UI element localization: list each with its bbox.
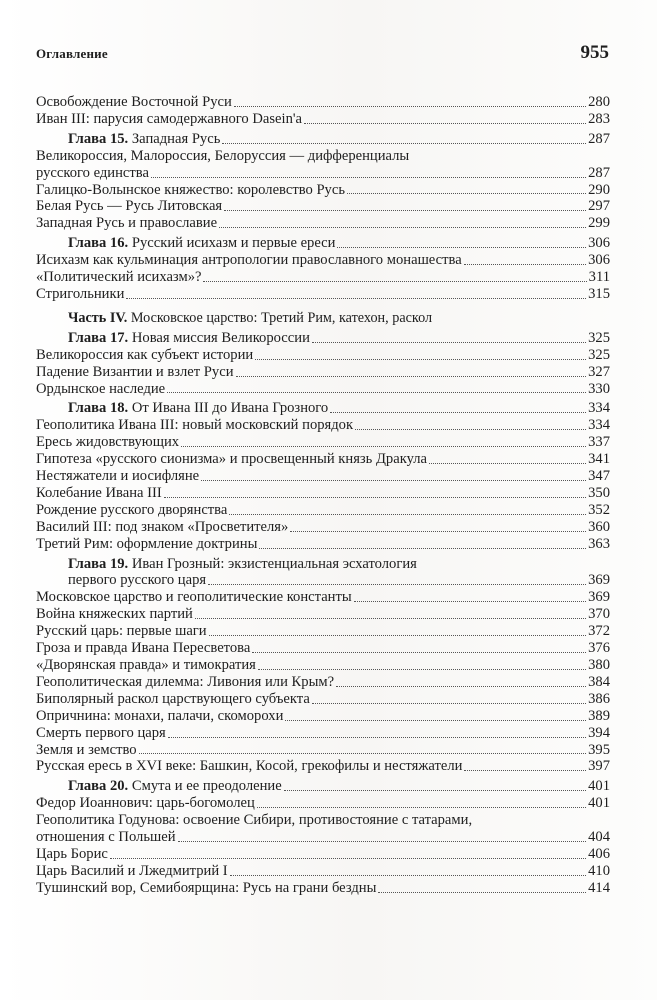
chapter-heading [36, 400, 610, 417]
toc-entry-title: Федор Иоаннович: царь-богомолец [36, 795, 255, 812]
toc-entry-title: Рождение русского дворянства [36, 501, 228, 518]
toc-entry-page: 352 [588, 501, 610, 518]
toc-entry-title: Русский царь: первые шаги [36, 623, 207, 640]
running-head: Оглавление [36, 46, 108, 61]
toc-entry-page: 306 [588, 252, 610, 269]
chapter-label: Глава 19. [68, 555, 129, 572]
toc-entry [36, 347, 610, 364]
leader-dots [312, 342, 586, 343]
toc-entry-title: Ересь жидовствующих [36, 434, 180, 451]
leader-dots [195, 618, 586, 619]
toc-entry-page: 414 [588, 879, 610, 896]
table-of-contents [36, 94, 610, 897]
toc-entry-page: 341 [588, 451, 610, 468]
toc-entry-title: Земля и земство [36, 741, 137, 758]
toc-entry-title: Нестяжатели и иосифляне [36, 468, 200, 485]
part-label: Часть IV. [68, 309, 128, 326]
toc-entry-title: Русская ересь в XVI веке: Башкин, Косой, грекофилы и нестяжатели [36, 758, 463, 775]
leader-dots [285, 720, 586, 721]
leader-dots [336, 686, 586, 687]
toc-entry-page: 297 [588, 198, 610, 215]
chapter-page: 401 [588, 778, 610, 795]
leader-dots [464, 770, 586, 771]
part-title: Московское царство: Третий Рим, катехон, раскол [130, 309, 433, 326]
toc-entry [36, 148, 610, 182]
toc-entry-page: 395 [588, 741, 610, 758]
toc-entry-title: Колебание Ивана III [36, 484, 162, 501]
leader-dots [222, 143, 586, 144]
leader-dots [208, 584, 586, 585]
toc-entry-page: 376 [588, 640, 610, 657]
toc-entry [36, 269, 610, 286]
chapter-label: Глава 20. [68, 778, 129, 795]
toc-entry-title: Галицко-Волынское княжество: королевство Русь [36, 181, 345, 198]
toc-entry-title: Опричнина: монахи, палачи, скоморохи [36, 707, 284, 724]
toc-entry [36, 381, 610, 398]
leader-dots [464, 264, 586, 265]
toc-entry [36, 485, 610, 502]
leader-dots [429, 463, 586, 464]
toc-entry [36, 657, 610, 674]
leader-dots [167, 392, 586, 393]
leader-dots [168, 737, 586, 738]
toc-entry-title: Третий Рим: оформление доктрины [36, 535, 258, 552]
chapter-title: От Ивана III до Ивана Грозного [131, 400, 329, 417]
chapter-heading [36, 330, 610, 347]
toc-entry-title: «Политический исихазм»? [36, 269, 202, 286]
toc-entry [36, 880, 610, 897]
leader-dots [151, 177, 586, 178]
chapter-heading [36, 235, 610, 252]
toc-entry-title-line2: русского единства [36, 164, 149, 181]
toc-entry-page: 330 [588, 380, 610, 397]
leader-dots [354, 601, 586, 602]
toc-entry [36, 364, 610, 381]
toc-entry-title: Исихазм как кульминация антропологии православного монашества [36, 252, 462, 269]
toc-entry-title: Гроза и правда Ивана Пересветова [36, 640, 251, 657]
toc-entry-title: Геополитика Ивана III: новый московский порядок [36, 417, 354, 434]
toc-entry-page: 325 [588, 346, 610, 363]
toc-entry-page: 410 [588, 862, 610, 879]
leader-dots [378, 892, 586, 893]
toc-entry [36, 742, 610, 759]
chapter-title: Смута и ее преодоление [131, 778, 282, 795]
toc-entry [36, 434, 610, 451]
chapter-page: 334 [588, 400, 610, 417]
toc-entry [36, 589, 610, 606]
leader-dots [110, 858, 586, 859]
toc-entry [36, 536, 610, 553]
toc-entry [36, 674, 610, 691]
toc-entry [36, 417, 610, 434]
leader-dots [203, 281, 586, 282]
toc-entry [36, 252, 610, 269]
toc-entry-page: 315 [588, 285, 610, 302]
toc-entry-title: Смерть первого царя [36, 724, 166, 741]
part-heading [36, 310, 610, 327]
chapter-page: 287 [588, 130, 610, 147]
toc-entry-page: 394 [588, 724, 610, 741]
chapter-heading [36, 131, 610, 148]
leader-dots [234, 106, 586, 107]
toc-entry [36, 286, 610, 303]
chapter-title-line1: Иван Грозный: экзистенциальная эсхатология [131, 555, 417, 572]
toc-entry-title: Стригольники [36, 285, 125, 302]
page-number: 955 [580, 42, 609, 63]
toc-entry-page: 347 [588, 468, 610, 485]
toc-entry [36, 198, 610, 215]
toc-entry [36, 795, 610, 812]
leader-dots [284, 790, 586, 791]
toc-entry-page: 389 [588, 707, 610, 724]
chapter-page: 325 [588, 329, 610, 346]
chapter-heading [36, 778, 610, 795]
toc-entry-title: «Дворянская правда» и тимократия [36, 657, 256, 673]
toc-entry-title: Биполярный раскол царствующего субъекта [36, 690, 310, 707]
chapter-label: Глава 15. [68, 130, 129, 147]
toc-entry-title-line2: отношения с Польшей [36, 829, 176, 846]
toc-entry [36, 215, 610, 232]
leader-dots [252, 652, 586, 653]
toc-entry [36, 863, 610, 880]
toc-entry [36, 640, 610, 657]
toc-entry-page: 406 [588, 845, 610, 862]
leader-dots [236, 376, 587, 377]
chapter-title: Западная Русь [131, 130, 221, 147]
toc-entry [36, 812, 610, 846]
toc-entry [36, 623, 610, 640]
leader-dots [126, 298, 586, 299]
toc-entry-page: 337 [588, 434, 610, 451]
toc-entry-title: Ордынское наследие [36, 380, 166, 397]
toc-entry [36, 94, 610, 111]
toc-entry [36, 606, 610, 623]
leader-dots [230, 875, 586, 876]
leader-dots [330, 412, 586, 413]
toc-entry [36, 182, 610, 199]
leader-dots [312, 703, 586, 704]
toc-entry-page: 372 [588, 623, 610, 640]
toc-entry [36, 519, 610, 536]
leader-dots [304, 123, 586, 124]
toc-entry-page: 369 [588, 589, 610, 606]
toc-entry-page: 360 [588, 518, 610, 535]
toc-entry-page: 287 [588, 164, 610, 181]
toc-entry-title: Великороссия как субъект истории [36, 346, 254, 363]
leader-dots [290, 531, 586, 532]
toc-entry [36, 111, 610, 128]
toc-entry-title: Западная Русь и православие [36, 215, 218, 232]
chapter-title-line2: первого русского царя [68, 572, 207, 589]
toc-entry-title: Царь Борис [36, 845, 108, 862]
toc-entry-page: 283 [588, 110, 610, 127]
leader-dots [209, 635, 587, 636]
toc-entry [36, 708, 610, 725]
leader-dots [181, 446, 586, 447]
toc-entry-page: 380 [588, 657, 610, 673]
toc-entry [36, 691, 610, 708]
toc-entry-page: 401 [588, 795, 610, 812]
toc-entry-title: Освобождение Восточной Руси [36, 94, 232, 110]
toc-entry-page: 311 [588, 269, 610, 286]
leader-dots [355, 429, 586, 430]
chapter-heading [36, 556, 610, 590]
toc-entry-page: 290 [588, 181, 610, 198]
leader-dots [337, 247, 586, 248]
leader-dots [164, 497, 586, 498]
chapter-label: Глава 18. [68, 400, 129, 417]
toc-entry-page: 280 [588, 94, 610, 110]
chapter-label: Глава 17. [68, 329, 129, 346]
toc-entry-page: 384 [588, 673, 610, 690]
chapter-page: 306 [588, 235, 610, 252]
leader-dots [219, 227, 586, 228]
chapter-page: 369 [588, 572, 610, 589]
toc-entry-title: Падение Византии и взлет Руси [36, 363, 234, 380]
toc-entry-page: 334 [588, 417, 610, 434]
toc-entry-title: Василий III: под знаком «Просветителя» [36, 518, 289, 535]
leader-dots [139, 753, 587, 754]
leader-dots [178, 841, 587, 842]
toc-entry-title-line1: Геополитика Годунова: освоение Сибири, противостояние с татарами, [36, 812, 473, 829]
toc-entry [36, 758, 610, 775]
toc-entry [36, 451, 610, 468]
toc-entry-page: 363 [588, 535, 610, 552]
toc-entry-page: 299 [588, 215, 610, 232]
leader-dots [229, 514, 586, 515]
leader-dots [201, 480, 586, 481]
toc-entry [36, 725, 610, 742]
toc-entry-title: Война княжеских партий [36, 606, 193, 623]
leader-dots [347, 193, 586, 194]
toc-entry-page: 404 [588, 829, 610, 846]
toc-entry-page: 370 [588, 606, 610, 623]
toc-entry-page: 397 [588, 758, 610, 775]
toc-entry-title: Гипотеза «русского сионизма» и просвещенный князь Дракула [36, 451, 428, 468]
toc-entry-title: Геополитическая дилемма: Ливония или Крым? [36, 673, 335, 690]
leader-dots [255, 359, 586, 360]
toc-entry-title: Белая Русь — Русь Литовская [36, 198, 223, 215]
chapter-title: Новая миссия Великороссии [131, 329, 310, 346]
leader-dots [224, 210, 586, 211]
leader-dots [259, 548, 586, 549]
leader-dots [257, 807, 586, 808]
toc-entry-title: Тушинский вор, Семибоярщина: Русь на грани бездны [36, 879, 377, 896]
toc-entry-title: Московское царство и геополитические константы [36, 589, 352, 606]
toc-entry-page: 350 [588, 484, 610, 501]
chapter-title: Русский исихазм и первые ереси [131, 235, 336, 252]
toc-entry-page: 386 [588, 690, 610, 707]
toc-entry [36, 468, 610, 485]
chapter-label: Глава 16. [68, 235, 129, 252]
toc-entry-title: Царь Василий и Лжедмитрий I [36, 862, 228, 879]
leader-dots [258, 669, 586, 670]
toc-entry-page: 327 [588, 363, 610, 380]
toc-entry-title: Иван III: парусия самодержавного Dasein'a [36, 110, 302, 127]
toc-entry [36, 502, 610, 519]
toc-entry-title-line1: Великороссия, Малороссия, Белоруссия — дифференциалы [36, 147, 410, 164]
toc-entry [36, 846, 610, 863]
